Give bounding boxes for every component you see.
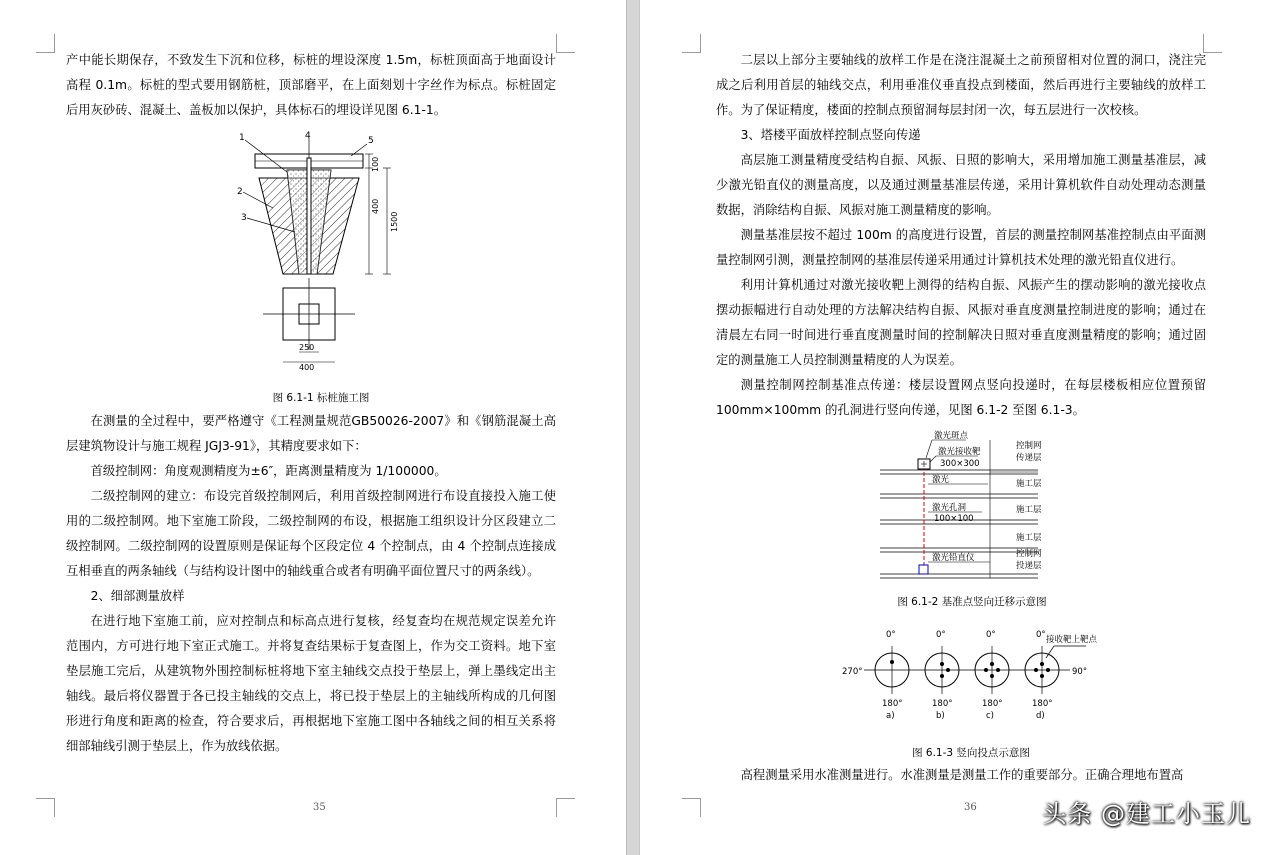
crop-mark [36,34,55,53]
crop-mark [556,798,575,817]
figure-label-3: 3 [241,213,247,223]
page-number: 35 [313,802,326,813]
layer-control-net: 控制网 [1016,441,1042,451]
paragraph: 高程测量采用水准测量进行。水准测量是测量工作的重要部分。正确合理地布置高 [740,768,1184,782]
label-100x100: 100×100 [934,514,974,524]
angle-180: 180° [882,699,903,709]
figure-6-1-1-pile-drawing [225,128,415,380]
layer-construction: 施工层 [1016,479,1042,489]
crop-mark [682,798,701,817]
layer-construction: 施工层 [1016,533,1042,543]
label-laser: 激光 [932,475,950,485]
paragraph: 测量基准层按不超过 100m 的高度进行设置，首层的测量控制网基准控制点由平面测量控制网引测，测量控制网的基准层传递采用通过计算机技术处理的激光铅直仪进行。 [716,228,1206,267]
text-block [66,409,556,759]
paragraph: 高层施工测量精度受结构自振、风振、日照的影响大，采用增加施工测量基准层，减少激光铅直仪的测量高度，以及通过测量基准层传递，采用计算机软件自动处理动态测量数据，消除结构自振、风振对施工测量精度的影响。 [716,153,1206,217]
text-block [66,48,556,123]
label-laser-plumb: 激光铅直仪 [932,553,975,563]
angle-270: 270° [842,667,863,677]
dimension-250: 250 [299,343,315,352]
page-gutter [626,0,640,855]
text-block [716,763,1206,788]
figure-6-1-3-projection-diagram [830,624,1098,724]
sub-label-a: a) [886,711,895,721]
angle-0: 0° [886,630,896,640]
paragraph: 产中能长期保存，不致发生下沉和位移，标桩的埋设深度 1.5m，标桩顶面高于地面设计高程 0.1m。标桩的型式要用钢筋桩，顶部磨平，在上面刻划十字丝作为标点。标桩固定后用灰砂砖、混凝土、盖板加以保护，具体标石的埋设详见图 6.1-1。 [66,53,556,117]
layer-control-net: 控制网 [1016,549,1042,559]
figure-label-2: 2 [237,187,243,197]
dimension-100: 100 [371,156,380,172]
angle-180: 180° [1032,699,1053,709]
figure-label-4: 4 [305,131,311,141]
figure-6-1-2-caption: 图 6.1-2 基准点竖向迁移示意图 [897,596,1047,608]
dimension-1500: 1500 [390,211,399,232]
paragraph: 二级控制网的建立：布设完首级控制网后，利用首级控制网进行布设直接投入施工使用的二级控制网。地下室施工阶段，二级控制网的布设，根据施工组织设计分区段建立二级控制网。二级控制网的设置原则是保证每个区段定位 4 个控制点，由 4 个控制点连接成互相垂直的两条轴线（与结构设计图中的轴线重合或者有明确平面位置尺寸的两条线）。 [66,489,556,578]
angle-180: 180° [982,699,1003,709]
callout-target-point: 接收靶上靶点 [1046,635,1098,645]
left-page [0,0,626,855]
paragraph: 在测量的全过程中，要严格遵守《工程测量规范GB50026-2007》和《钢筋混凝土高层建筑物设计与施工规程 JGJ3-91》，其精度要求如下： [66,414,556,453]
sub-label-c: c) [986,711,994,721]
paragraph: 利用计算机通过对激光接收靶上测得的结构自振、风振产生的摆动影响的激光接收点摆动振幅进行自动处理的方法解决结构自振、风振对垂直度测量控制进度的影响；通过在清晨左右同一时间进行垂直度测量时间的控制解决日照对垂直度测量精度的影响；通过固定的测量施工人员控制测量精度的人为误差。 [716,278,1206,367]
label-laser-spot: 激光斑点 [934,431,969,441]
layer-transfer: 传递层 [1016,453,1042,463]
layer-projection: 投递层 [1016,561,1042,571]
figure-6-1-3-caption: 图 6.1-3 竖向投点示意图 [912,747,1030,759]
figure-6-1-2-transfer-diagram [878,428,1098,584]
sub-label-d: d) [1036,711,1045,721]
text-block [716,48,1206,423]
angle-180: 180° [932,699,953,709]
layer-construction: 施工层 [1016,505,1042,515]
angle-90: 90° [1072,667,1088,677]
paragraph: 二层以上部分主要轴线的放样工作是在浇注混凝土之前预留相对位置的洞口，浇注完成之后利用首层的轴线交点，利用垂准仪垂直投点到楼面，然后再进行主要轴线的放样工作。为了保证精度，楼面的控制点预留洞每层封闭一次，每五层进行一次校核。 [716,53,1206,117]
page-number: 36 [964,802,977,813]
figure-label-1: 1 [239,133,245,143]
section-heading: 3、塔楼平面放样控制点竖向传递 [740,128,921,142]
label-laser-target: 激光接收靶 [938,447,981,457]
crop-mark [36,798,55,817]
angle-0: 0° [986,630,996,640]
crop-mark [682,34,701,53]
crop-mark [556,34,575,53]
figure-label-5: 5 [368,136,374,146]
paragraph: 在进行地下室施工前，应对控制点和标高点进行复核，经复查均在规范规定误差允许范围内，方可进行地下室正式施工。并将复查结果标于复查图上，作为交工资料。地下室垫层施工完后，从建筑物外围控制标桩将地下室主轴线交点投于垫层上，弹上墨线定出主轴线。最后将仪器置于各已投主轴线的交点上，将已投于垫层上的主轴线所构成的几何图形进行角度和距离的检查，符合要求后，再根据地下室施工图中各轴线之间的相互关系将细部轴线引测于垫层上，作为放线依据。 [66,614,556,753]
angle-0: 0° [1036,630,1046,640]
right-page [640,0,1273,855]
label-300x300: 300×300 [940,459,980,469]
paragraph: 首级控制网：角度观测精度为±6″，距离测量精度为 1/100000。 [90,464,447,478]
figure-6-1-1-caption: 图 6.1-1 标桩施工图 [272,392,370,404]
angle-0: 0° [936,630,946,640]
dimension-400-plan: 400 [299,363,315,372]
label-laser-hole: 激光孔洞 [932,503,967,513]
sub-label-b: b) [936,711,945,721]
watermark-logo: 头条 @建工小玉儿 [1042,800,1251,828]
section-heading: 2、细部测量放样 [90,589,185,603]
paragraph: 测量控制网控制基准点传递：楼层设置网点竖向投递时，在每层楼板相应位置预留 100mm×100mm 的孔洞进行竖向传递，见图 6.1-2 至图 6.1-3。 [716,378,1206,417]
dimension-400: 400 [371,198,380,214]
